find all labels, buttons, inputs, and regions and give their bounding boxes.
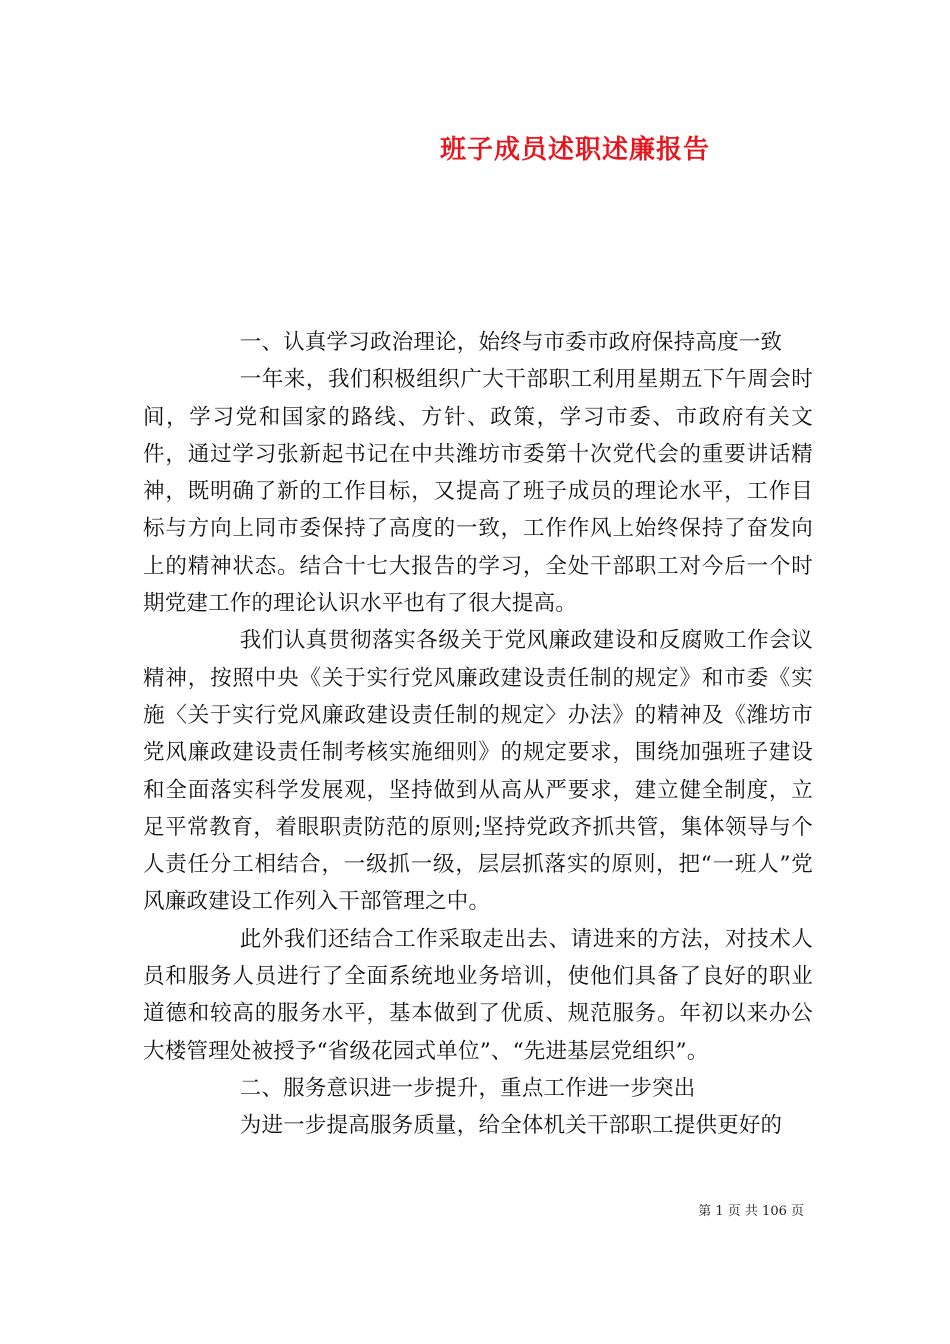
- body-paragraph: 一年来，我们积极组织广大干部职工利用星期五下午周会时间，学习党和国家的路线、方针、政策，学习市委、市政府有关文件，通过学习张新起书记在中共潍坊市委第十次党代会的重要讲话精神，既明确了新的工作目标，又提高了班子成员的理论水平，工作目标与方向上同市委保持了高度的一致，工作作风上始终保持了奋发向上的精神状态。结合十七大报告的学习，全处干部职工对今后一个时期党建工作的理论认识水平也有了很大提高。: [143, 367, 813, 617]
- section-heading-1: 一、认真学习政治理论，始终与市委市政府保持高度一致: [239, 330, 783, 355]
- page-number-footer: 第 1 页 共 106 页: [698, 1204, 804, 1219]
- body-paragraph: 此外我们还结合工作采取走出去、请进来的方法，对技术人员和服务人员进行了全面系统地业务培训，使他们具备了良好的职业道德和较高的服务水平，基本做到了优质、规范服务。年初以来办公大楼管理处被授予“省级花园式单位”、“先进基层党组织”。: [143, 926, 813, 1064]
- document-title: 班子成员述职述廉报告: [439, 135, 710, 165]
- document-body: [143, 324, 813, 1145]
- body-paragraph: 我们认真贯彻落实各级关于党风廉政建设和反腐败工作会议精神，按照中央《关于实行党风廉政建设责任制的规定》和市委《实施〈关于实行党风廉政建设责任制的规定〉办法》的精神及《潍坊市党风廉政建设责任制考核实施细则》的规定要求，围绕加强班子建设和全面落实科学发展观，坚持做到从高从严要求，建立健全制度，立足平常教育，着眼职责防范的原则;坚持党政齐抓共管，集体领导与个人责任分工相结合，一级抓一级，层层抓落实的原则，把“一班人”党风廉政建设工作列入干部管理之中。: [143, 628, 813, 915]
- section-heading-2: 二、服务意识进一步提升，重点工作进一步突出: [239, 1075, 696, 1101]
- body-paragraph: 为进一步提高服务质量，给全体机关干部职工提供更好的: [239, 1113, 783, 1139]
